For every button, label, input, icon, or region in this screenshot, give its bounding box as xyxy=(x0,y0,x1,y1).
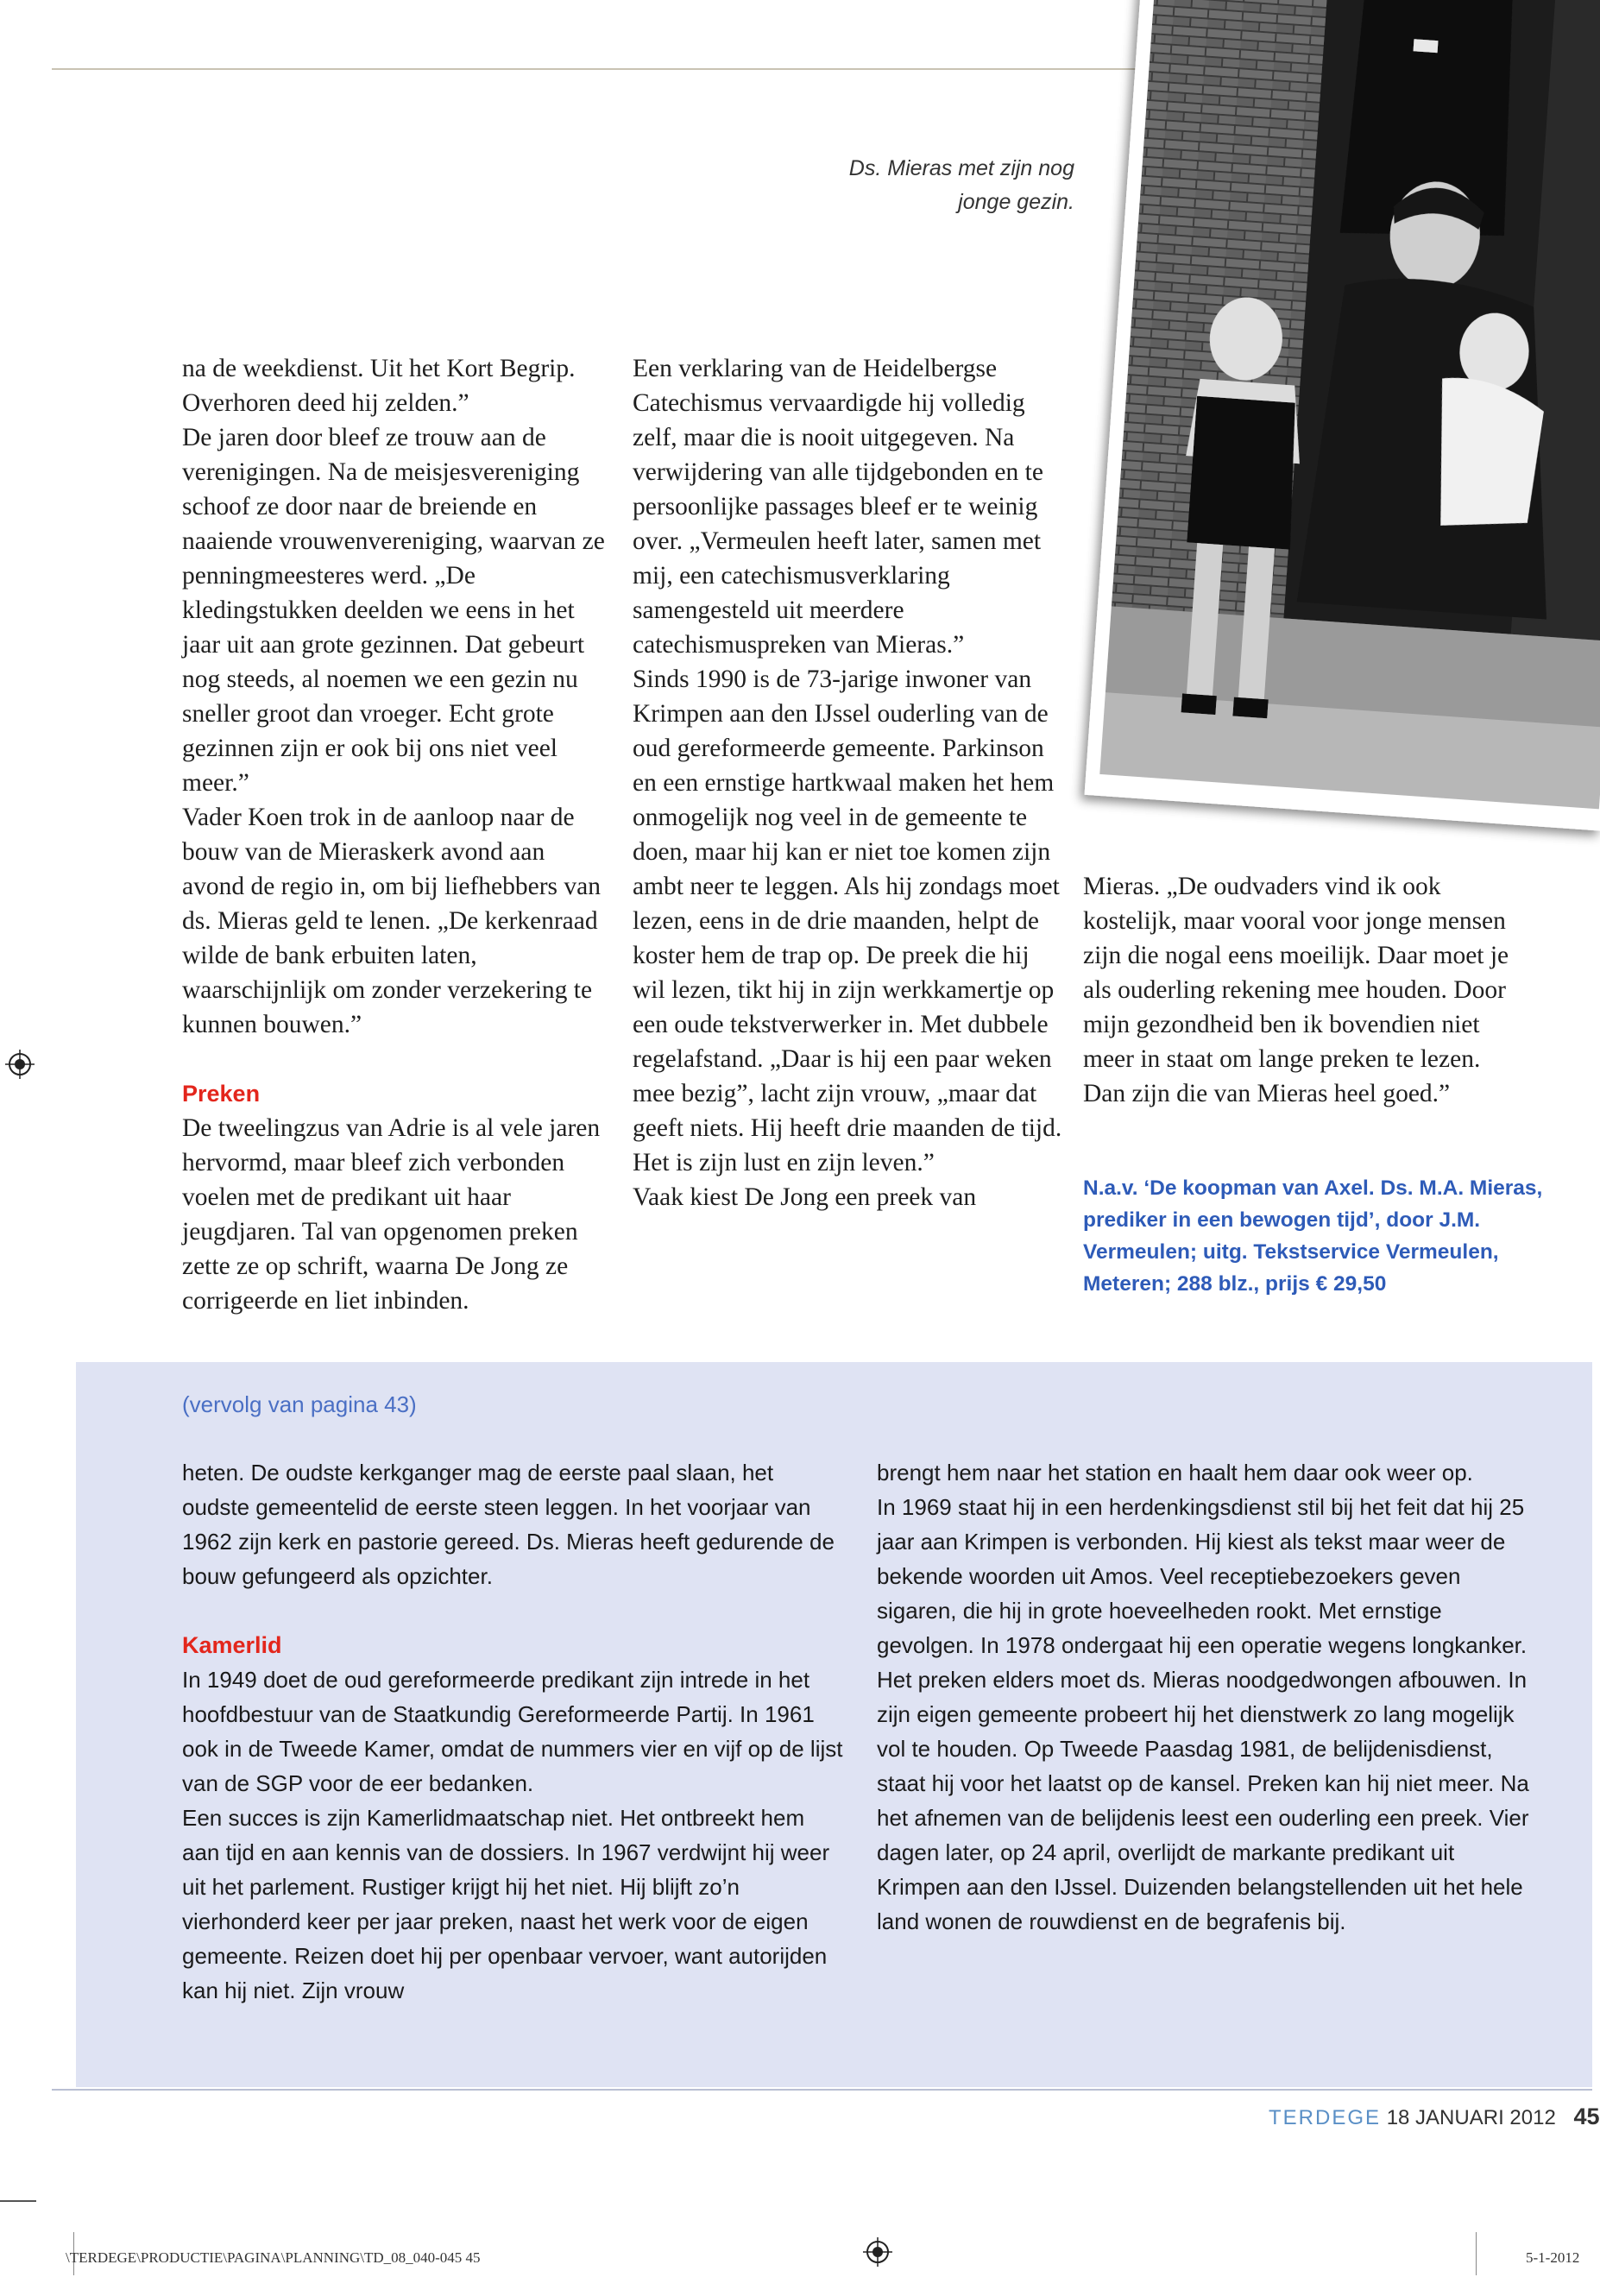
paragraph: De tweelingzus van Adrie is al vele jaren hervormd, maar bleef zich verbonden voelen met de predikant uit haar jeugdjaren. Tal van opgenomen preken zette ze op schrift, waarna De Jong ze corrigeerde en liet inbinden. xyxy=(182,1114,601,1315)
paragraph: brengt hem naar het station en haalt hem daar ook weer op. xyxy=(877,1460,1473,1485)
family-photo-image xyxy=(1077,0,1592,842)
continuation-column-1 xyxy=(182,1455,847,2008)
paragraph: Sinds 1990 is de 73-jarige inwoner van Krimpen aan den IJssel ouderling van de oud gereformeerde gemeente. Parkinson en een ernstige hartkwaal maken het hem onmogelijk nog veel in de gemeente te doen, maar hij kan er niet toe komen zijn ambt neer te leggen. Als hij zondags moet lezen, eens in de drie maanden, helpt de koster hem de trap op. De preek die hij wil lezen, tikt hij in zijn werkkamertje op een oude tekstverwerker in. Met dubbele regelafstand. „Daar is hij een paar weken mee bezig”, lacht zijn vrouw, „maar dat geeft niets. Hij heeft drie maanden de tijd. Het is zijn lust en zijn leven.” xyxy=(633,665,1062,1176)
article-column-1 xyxy=(182,351,607,1318)
print-slug-date: 5-1-2012 xyxy=(1526,2249,1580,2266)
print-slug: \TERDEGE\PRODUCTIE\PAGINA\PLANNING\TD_08_040-045 45 xyxy=(66,2249,481,2266)
paragraph: Vader Koen trok in de aanloop naar de bouw van de Mieraskerk avond aan avond de regio in, om bij liefhebbers van ds. Mieras geld te lenen. „De kerkenraad wilde de bank erbuiten laten, waarschijnlijk om zonder verzekering te kunnen bouwen.” xyxy=(182,804,601,1038)
top-rule xyxy=(52,68,1139,70)
registration-mark-icon xyxy=(5,1050,35,1079)
page-number: 45 xyxy=(1573,2104,1600,2129)
subhead-preken: Preken xyxy=(182,1081,261,1107)
book-credit: N.a.v. ‘De koopman van Axel. Ds. M.A. Mieras, prediker in een bewogen tijd’, door J.M. Vermeulen; uitg. Tekstservice Vermeulen, Meteren; 288 blz., prijs € 29,50 xyxy=(1083,1176,1543,1296)
paragraph: Mieras. „De oudvaders vind ik ook kostelijk, maar vooral voor jonge mensen zijn die nogal eens moeilijk. Daar moet je als ouderling rekening mee houden. Door mijn gezondheid ben ik bovendien niet meer in staat om lange preken te lezen. Dan zijn die van Mieras heel goed.” xyxy=(1083,873,1509,1107)
paragraph: In 1949 doet de oud gereformeerde predikant zijn intrede in het hoofdbestuur van de Staatkundig Gereformeerde Partij. In 1961 ook in de Tweede Kamer, omdat de nummers vier en vijf op de lijst van de SGP voor de eer bedanken. xyxy=(182,1667,843,1796)
bottom-rule xyxy=(52,2089,1592,2091)
article-column-3 xyxy=(1083,869,1515,1111)
photo-caption xyxy=(759,152,1074,219)
continuation-column-2 xyxy=(877,1455,1541,1939)
registration-mark-icon xyxy=(863,2237,892,2267)
paragraph: De jaren door bleef ze trouw aan de verenigingen. Na de meisjesvereniging schoof ze door naar de breiende en naaiende vrouwenvereniging, waarvan ze penningmeesteres werd. „De kledingstukken deelden we eens in het jaar uit aan grote gezinnen. Dat gebeurt nog steeds, al noemen we een gezin nu sneller groot dan vroeger. Echt grote gezinnen zijn er ook bij ons niet veel meer.” xyxy=(182,424,605,797)
paragraph: Een succes is zijn Kamerlidmaatschap niet. Het ontbreekt hem aan tijd en aan kennis van de dossiers. In 1967 verdwijnt hij weer uit het parlement. Rustiger krijgt hij het niet. Hij blijft zo’n vierhonderd keer per jaar preken, naast het werk voor de eigen gemeente. Reizen doet hij per openbaar vervoer, want autorijden kan hij niet. Zijn vrouw xyxy=(182,1805,830,2003)
paragraph: Het preken elders moet ds. Mieras noodgedwongen afbouwen. In zijn eigen gemeente probeert hij het dienstwerk zo lang mogelijk vol te houden. Op Tweede Paasdag 1981, de belijdenisdienst, staat hij voor het laatst op de kansel. Preken kan hij niet meer. Na het afnemen van de belijdenis leest een ouderling een preek. Vier dagen later, op 24 april, overlijdt de markante predikant uit Krimpen aan den IJssel. Duizenden belangstellenden uit het hele land wonen de rouwdienst en de begrafenis bij. xyxy=(877,1667,1529,1934)
crop-mark xyxy=(0,2200,36,2202)
paragraph: na de weekdienst. Uit het Kort Begrip. Overhoren deed hij zelden.” xyxy=(182,355,576,417)
paragraph: heten. De oudste kerkganger mag de eerste paal slaan, het oudste gemeentelid de eerste steen leggen. In het voorjaar van 1962 zijn kerk en pastorie gereed. Ds. Mieras heeft gedurende de bouw gefungeerd als opzichter. xyxy=(182,1460,835,1589)
paragraph: Vaak kiest De Jong een preek van xyxy=(633,1183,977,1211)
caption-line: Ds. Mieras met zijn nog xyxy=(848,156,1074,180)
page-footer xyxy=(1269,2103,1600,2132)
issue-date: 18 JANUARI 2012 xyxy=(1386,2106,1556,2129)
paragraph: In 1969 staat hij in een herdenkingsdienst stil bij het feit dat hij 25 jaar aan Krimpen is verbonden. Hij kiest als tekst maar weer de bekende woorden uit Amos. Veel receptiebezoekers geven sigaren, die hij in grote hoeveelheden rookt. Met ernstige gevolgen. In 1978 ondergaat hij een operatie wegens longkanker. xyxy=(877,1494,1528,1658)
continuation-label: (vervolg van pagina 43) xyxy=(182,1391,417,1417)
crop-mark xyxy=(1476,2232,1477,2275)
subhead-kamerlid: Kamerlid xyxy=(182,1632,282,1658)
magazine-name: TERDEGE xyxy=(1269,2106,1382,2129)
family-photo xyxy=(1077,0,1592,842)
paragraph: Een verklaring van de Heidelbergse Catechismus vervaardigde hij volledig zelf, maar die is nooit uitgegeven. Na verwijdering van alle tijdgebonden en te persoonlijke passages bleef er te weinig over. „Vermeulen heeft later, samen met mij, een catechismusverklaring samengesteld uit meerdere catechismuspreken van Mieras.” xyxy=(633,355,1043,659)
caption-line: jonge gezin. xyxy=(958,190,1074,214)
article-column-2 xyxy=(633,351,1064,1214)
